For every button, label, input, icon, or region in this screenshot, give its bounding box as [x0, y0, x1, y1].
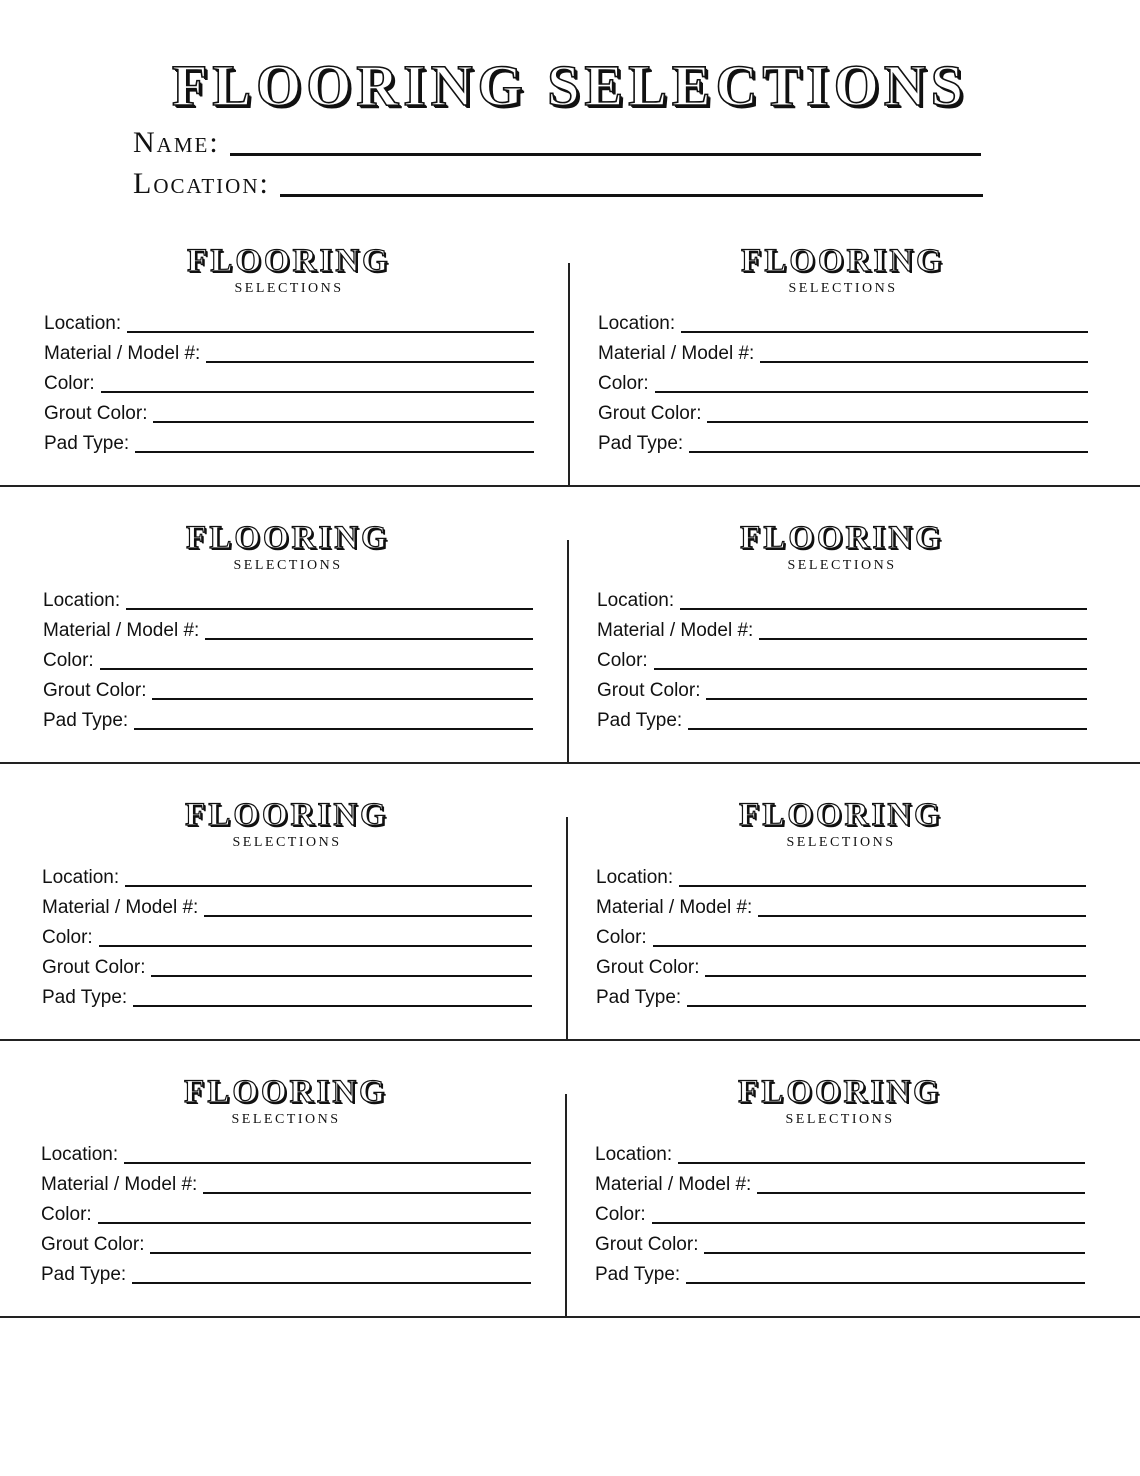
grout-color-label: Grout Color: — [41, 1234, 145, 1255]
pad-type-field[interactable] — [595, 1256, 1085, 1286]
grout-color-label: Grout Color: — [595, 1234, 699, 1255]
grout-color-write-line[interactable] — [707, 421, 1088, 423]
location-label: Location: — [597, 590, 675, 611]
pad-type-field[interactable] — [596, 979, 1086, 1009]
material-model-field[interactable] — [41, 1166, 531, 1196]
grout-color-field[interactable] — [597, 672, 1087, 702]
location-label: Location: — [598, 313, 676, 334]
grout-color-write-line[interactable] — [704, 1252, 1085, 1254]
header-location-field[interactable] — [133, 163, 983, 199]
color-label: Color: — [43, 650, 94, 671]
color-field[interactable] — [43, 642, 533, 672]
card-title: FLOORING — [741, 243, 945, 279]
location-field[interactable] — [43, 582, 533, 612]
grout-color-field[interactable] — [43, 672, 533, 702]
column-divider — [565, 1094, 567, 1316]
card-subtitle: SELECTIONS — [788, 281, 898, 296]
color-write-line[interactable] — [101, 391, 534, 393]
pad-type-write-line[interactable] — [686, 1282, 1085, 1284]
card-subtitle: SELECTIONS — [233, 558, 343, 573]
material-model-field[interactable] — [42, 889, 532, 919]
material-model-field[interactable] — [595, 1166, 1085, 1196]
material-model-label: Material / Model #: — [42, 897, 199, 918]
material-model-label: Material / Model #: — [595, 1174, 752, 1195]
location-field[interactable] — [596, 859, 1086, 889]
material-model-label: Material / Model #: — [598, 343, 755, 364]
location-field[interactable] — [41, 1136, 531, 1166]
card-title: FLOORING — [187, 243, 391, 279]
grout-color-label: Grout Color: — [596, 957, 700, 978]
grout-color-label: Grout Color: — [598, 403, 702, 424]
location-write-line[interactable] — [679, 885, 1086, 887]
page-title: FLOORING SELECTIONS — [171, 53, 968, 118]
column-divider — [568, 263, 570, 485]
color-field[interactable] — [44, 365, 534, 395]
material-model-label: Material / Model #: — [596, 897, 753, 918]
pad-type-write-line[interactable] — [687, 1005, 1086, 1007]
card-subtitle: SELECTIONS — [231, 1112, 341, 1127]
pad-type-field[interactable] — [598, 425, 1088, 455]
location-field[interactable] — [598, 305, 1088, 335]
color-field[interactable] — [598, 365, 1088, 395]
card-title: FLOORING — [739, 797, 943, 833]
color-write-line[interactable] — [99, 945, 532, 947]
color-label: Color: — [598, 373, 649, 394]
material-model-write-line[interactable] — [757, 1192, 1085, 1194]
location-write-line[interactable] — [124, 1162, 531, 1164]
card-title: FLOORING — [740, 520, 944, 556]
location-write-line[interactable] — [127, 331, 534, 333]
material-model-field[interactable] — [43, 612, 533, 642]
pad-type-write-line[interactable] — [689, 451, 1088, 453]
material-model-write-line[interactable] — [760, 361, 1088, 363]
location-field[interactable] — [42, 859, 532, 889]
color-label: Color: — [44, 373, 95, 394]
location-label: Location: — [41, 1144, 119, 1165]
grout-color-write-line[interactable] — [706, 698, 1087, 700]
location-write-line[interactable] — [680, 608, 1087, 610]
color-label: Color: — [595, 1204, 646, 1225]
grout-color-field[interactable] — [41, 1226, 531, 1256]
material-model-field[interactable] — [598, 335, 1088, 365]
section-divider — [0, 762, 1140, 764]
pad-type-field[interactable] — [41, 1256, 531, 1286]
material-model-label: Material / Model #: — [597, 620, 754, 641]
grout-color-field[interactable] — [42, 949, 532, 979]
grout-color-label: Grout Color: — [597, 680, 701, 701]
section-divider — [0, 485, 1140, 487]
material-model-write-line[interactable] — [205, 638, 533, 640]
material-model-field[interactable] — [597, 612, 1087, 642]
card-title: FLOORING — [185, 797, 389, 833]
pad-type-write-line[interactable] — [688, 728, 1087, 730]
card-title: FLOORING — [738, 1074, 942, 1110]
location-write-line[interactable] — [126, 608, 533, 610]
grout-color-label: Grout Color: — [43, 680, 147, 701]
header-name-field[interactable] — [133, 122, 981, 158]
color-label: Color: — [42, 927, 93, 948]
header-name-line[interactable] — [230, 153, 981, 156]
grout-color-write-line[interactable] — [151, 975, 532, 977]
grout-color-label: Grout Color: — [42, 957, 146, 978]
pad-type-label: Pad Type: — [42, 987, 128, 1008]
card-title: FLOORING — [186, 520, 390, 556]
color-write-line[interactable] — [100, 668, 533, 670]
flooring-card — [597, 520, 1087, 732]
color-field[interactable] — [596, 919, 1086, 949]
flooring-card — [42, 797, 532, 1009]
color-write-line[interactable] — [655, 391, 1088, 393]
section-divider — [0, 1039, 1140, 1041]
card-subtitle: SELECTIONS — [786, 835, 896, 850]
material-model-field[interactable] — [44, 335, 534, 365]
pad-type-label: Pad Type: — [597, 710, 683, 731]
card-title: FLOORING — [184, 1074, 388, 1110]
header-location-label: Location: — [133, 167, 270, 200]
grout-color-write-line[interactable] — [705, 975, 1086, 977]
grout-color-field[interactable] — [595, 1226, 1085, 1256]
column-divider — [566, 817, 568, 1039]
material-model-write-line[interactable] — [759, 638, 1087, 640]
section-divider — [0, 1316, 1140, 1318]
color-label: Color: — [41, 1204, 92, 1225]
location-label: Location: — [596, 867, 674, 888]
pad-type-label: Pad Type: — [596, 987, 682, 1008]
material-model-write-line[interactable] — [206, 361, 534, 363]
location-write-line[interactable] — [681, 331, 1088, 333]
pad-type-write-line[interactable] — [134, 728, 533, 730]
location-field[interactable] — [597, 582, 1087, 612]
pad-type-field[interactable] — [44, 425, 534, 455]
header-location-line[interactable] — [280, 194, 983, 197]
color-field[interactable] — [41, 1196, 531, 1226]
location-write-line[interactable] — [125, 885, 532, 887]
pad-type-write-line[interactable] — [133, 1005, 532, 1007]
location-label: Location: — [595, 1144, 673, 1165]
column-divider — [567, 540, 569, 762]
color-write-line[interactable] — [654, 668, 1087, 670]
grout-color-write-line[interactable] — [150, 1252, 531, 1254]
pad-type-field[interactable] — [42, 979, 532, 1009]
pad-type-label: Pad Type: — [598, 433, 684, 454]
card-subtitle: SELECTIONS — [232, 835, 342, 850]
grout-color-write-line[interactable] — [152, 698, 533, 700]
pad-type-label: Pad Type: — [595, 1264, 681, 1285]
color-field[interactable] — [42, 919, 532, 949]
flooring-card — [43, 520, 533, 732]
grout-color-label: Grout Color: — [44, 403, 148, 424]
card-subtitle: SELECTIONS — [787, 558, 897, 573]
color-label: Color: — [597, 650, 648, 671]
flooring-card — [595, 1074, 1085, 1286]
pad-type-field[interactable] — [43, 702, 533, 732]
pad-type-write-line[interactable] — [132, 1282, 531, 1284]
color-field[interactable] — [597, 642, 1087, 672]
color-field[interactable] — [595, 1196, 1085, 1226]
color-write-line[interactable] — [98, 1222, 531, 1224]
grout-color-write-line[interactable] — [153, 421, 534, 423]
pad-type-field[interactable] — [597, 702, 1087, 732]
location-label: Location: — [44, 313, 122, 334]
material-model-write-line[interactable] — [204, 915, 532, 917]
pad-type-label: Pad Type: — [44, 433, 130, 454]
grout-color-field[interactable] — [596, 949, 1086, 979]
card-subtitle: SELECTIONS — [785, 1112, 895, 1127]
flooring-card — [44, 243, 534, 455]
header-name-label: Name: — [133, 126, 220, 159]
location-write-line[interactable] — [678, 1162, 1085, 1164]
location-field[interactable] — [595, 1136, 1085, 1166]
color-label: Color: — [596, 927, 647, 948]
grout-color-field[interactable] — [598, 395, 1088, 425]
card-subtitle: SELECTIONS — [234, 281, 344, 296]
material-model-write-line[interactable] — [758, 915, 1086, 917]
pad-type-write-line[interactable] — [135, 451, 534, 453]
location-field[interactable] — [44, 305, 534, 335]
location-label: Location: — [42, 867, 120, 888]
material-model-label: Material / Model #: — [41, 1174, 198, 1195]
color-write-line[interactable] — [652, 1222, 1085, 1224]
color-write-line[interactable] — [653, 945, 1086, 947]
grout-color-field[interactable] — [44, 395, 534, 425]
flooring-card — [596, 797, 1086, 1009]
material-model-label: Material / Model #: — [44, 343, 201, 364]
material-model-write-line[interactable] — [203, 1192, 531, 1194]
location-label: Location: — [43, 590, 121, 611]
pad-type-label: Pad Type: — [41, 1264, 127, 1285]
flooring-card — [41, 1074, 531, 1286]
pad-type-label: Pad Type: — [43, 710, 129, 731]
material-model-label: Material / Model #: — [43, 620, 200, 641]
flooring-card — [598, 243, 1088, 455]
material-model-field[interactable] — [596, 889, 1086, 919]
